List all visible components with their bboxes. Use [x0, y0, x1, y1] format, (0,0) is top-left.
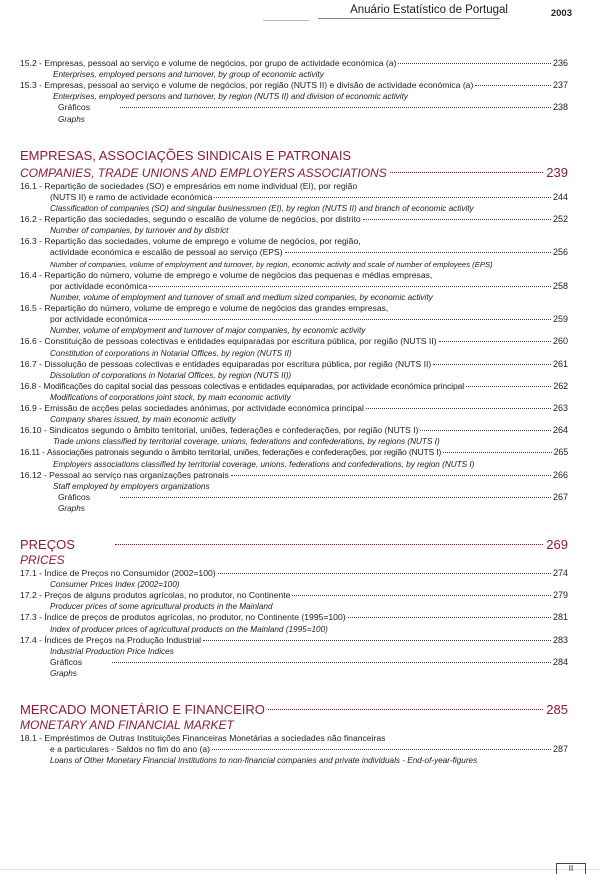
entry-title-en: Trade unions classified by territorial coverage, unions, federations and confederations, by regions (NUTS I)	[53, 437, 440, 447]
entry-number: 16.5	[20, 303, 37, 314]
entry-page: 260	[552, 336, 568, 347]
section-companies	[20, 147, 568, 514]
toc-entry[interactable]: 16.10 - Sindicatos segundo o âmbito territorial, uniões, federações e confederações, por região (NUTS I) 264 Trade unions classified by territorial coverage, unions, federations and confederations, by regions (NUTS I)	[20, 425, 568, 447]
section-title: MERCADO MONETÁRIO E FINANCEIRO	[20, 702, 265, 718]
entry-title-pt: Empresas, pessoal ao serviço e volume de negócios, por região (NUTS II) e divisão de actividade económica (a)	[44, 80, 474, 91]
entry-title-pt-cont: (NUTS II) e ramo de actividade económica	[50, 191, 213, 202]
entry-title-pt: Empréstimos de Outras Instituições Financeiras Monetárias a sociedades não financeiras	[44, 733, 386, 744]
section-page: 285	[546, 702, 568, 718]
entry-title-pt: Dissolução de pessoas colectivas e entidades equiparadas por escritura pública, por região (NUTS II)	[44, 358, 432, 369]
entry-title-en: Loans of Other Monetary Financial Institutions to non-financial companies and private individuals - End-of-year-figures	[50, 756, 478, 766]
entry-title-pt: Pessoal ao serviço nas organizações patronais	[49, 469, 229, 480]
entry-page: 259	[552, 314, 568, 325]
entry-page: 274	[552, 568, 568, 579]
entry-number: 16.11	[20, 447, 40, 458]
entry-number: 16.4	[20, 269, 37, 280]
toc-graphs-entry[interactable]	[20, 657, 568, 679]
entry-title-pt: Preços de alguns produtos agrícolas, no produtor, no Continente	[44, 590, 291, 601]
entry-page: 252	[552, 214, 568, 225]
toc-entry[interactable]: 17.3 - Índice de preços de produtos agrícolas, no produtor, no Continente (1995=100) 281 Index of producer prices of agricultural products on the Mainland (1995=100)	[20, 612, 568, 634]
header-divider	[263, 20, 309, 21]
entry-title-en: Number, volume of employment and turnover of major companies, by economic activity	[50, 326, 366, 336]
entry-title-pt: Índice de preços de produtos agrícolas, no produtor, no Continente (1995=100)	[44, 612, 346, 623]
entry-title-pt: Repartição das sociedades, volume de emprego e volume de negócios, por região,	[44, 236, 361, 247]
entry-title-pt: Sindicatos segundo o âmbito territorial, uniões, federações e confederações, por região (NUTS I)	[49, 425, 419, 436]
section-title: PREÇOS	[20, 537, 75, 553]
publication-year: 2003	[550, 8, 572, 19]
entry-title-en: Consumer Prices Index (2002=100)	[50, 580, 180, 590]
section-title-line[interactable]	[20, 701, 568, 718]
graphs-title-pt: Gráficos	[50, 656, 82, 667]
graphs-title-pt: Gráficos	[58, 102, 90, 113]
toc-entry[interactable]: 16.7 - Dissolução de pessoas colectivas e entidades equiparadas por escritura pública, por região (NUTS II) 261 Dissolution of corporations in Notarial Offices, by region (NUTS II))	[20, 358, 568, 380]
section-subtitle-line[interactable]	[20, 164, 568, 181]
entry-title-pt: Repartição do número, volume de emprego e volume de negócios das pequenas e médias empresas,	[44, 269, 433, 280]
graphs-title-en: Graphs	[50, 669, 77, 679]
section-subtitle: COMPANIES, TRADE UNIONS AND EMPLOYERS ASSOCIATIONS	[20, 165, 387, 180]
entry-number: 16.2	[20, 214, 37, 225]
entry-title-en: Dissolution of corporations in Notarial Offices, by region (NUTS II))	[50, 370, 292, 380]
toc-entry[interactable]: 16.1 - Repartição de sociedades (SO) e empresários em nome individual (EI), por região (NUTS II) e ramo de actividade económica 244 Classification of companies (SO) and singular businessmen (EI), by region (NUTS II) and branch of economic activity	[20, 180, 568, 214]
entry-page: 279	[552, 590, 568, 601]
section-title: EMPRESAS, ASSOCIAÇÕES SINDICAIS E PATRONAIS	[20, 147, 352, 163]
entry-number: 16.9	[20, 403, 37, 414]
entry-title-en: Classification of companies (SO) and singular businessmen (EI), by region (NUTS II) and branch of economic activity	[50, 204, 474, 214]
entry-number: 17.4	[20, 634, 37, 645]
entry-title-pt-cont: por actividade económica	[50, 314, 148, 325]
toc-entry[interactable]: 17.4 - Índices de Preços na Produção Industrial 283 Industrial Production Price Indices	[20, 634, 568, 656]
graphs-title-en: Graphs	[58, 114, 85, 124]
toc-entry[interactable]: 17.2 - Preços de alguns produtos agrícolas, no produtor, no Continente 279 Producer prices of some agricultural products in the Mainland	[20, 590, 568, 612]
entry-title-en: Modifications of corporations joint stock, by main economic activity	[50, 393, 291, 403]
entry-title-pt: Constituição de pessoas colectivas e entidades equiparadas por escritura pública, por região (NUTS II)	[44, 336, 437, 347]
entry-page: 258	[552, 280, 568, 291]
entry-title-en: Producer prices of some agricultural products in the Mainland	[50, 602, 273, 612]
entry-title-pt: Repartição de sociedades (SO) e empresários em nome individual (EI), por região	[44, 180, 358, 191]
entry-title-pt-cont: actividade económica e escalão de pessoal ao serviço (EPS)	[50, 247, 283, 258]
toc-entry[interactable]: 18.1 - Empréstimos de Outras Instituições Financeiras Monetárias a sociedades não financeiras e a particulares - Saldos no fim do ano (a) 287 Loans of Other Monetary Financial Institutions to non-financial companies and private individuals - End-of-year-figures	[20, 733, 568, 766]
header-underline	[318, 18, 500, 19]
toc-graphs-entry[interactable]	[20, 492, 568, 514]
entry-page: 287	[552, 744, 568, 755]
entry-page: 283	[552, 634, 568, 645]
entry-number: 16.1	[20, 180, 37, 191]
entry-page: 281	[552, 612, 568, 623]
entry-page: 237	[552, 80, 568, 91]
entry-page: 284	[552, 656, 568, 667]
entry-number: 16.8	[20, 380, 37, 391]
entry-page: 256	[552, 247, 568, 258]
entry-page: 267	[552, 491, 568, 502]
entry-title-pt-cont: por actividade económica	[50, 280, 148, 291]
toc-entry[interactable]: 16.6 - Constituição de pessoas colectivas e entidades equiparadas por escritura pública, por região (NUTS II) 260 Constitution of corporations in Notarial Offices, by region (NUTS II)	[20, 336, 568, 358]
entry-title-en: Staff employed by employers organizations	[53, 481, 210, 491]
entry-title-en: Enterprises, employed persons and turnover, by group of economic activity	[53, 70, 324, 80]
page-tab: II	[556, 863, 586, 874]
graphs-title-pt: Gráficos	[58, 491, 90, 502]
entry-page: 265	[553, 447, 568, 458]
entry-page: 266	[552, 469, 568, 480]
footer-rule	[0, 869, 600, 870]
entry-title-en: Company shares issued, by main economic activity	[50, 415, 236, 425]
entry-number: 16.6	[20, 336, 37, 347]
entry-title-pt: Índice de Preços no Consumidor (2002=100)	[44, 568, 216, 579]
section-page: 269	[546, 537, 568, 553]
entry-title-pt: Emissão de acções pelas sociedades anónimas, por actividade económica principal	[44, 403, 364, 414]
entry-title-pt: Índices de Preços na Produção Industrial	[44, 634, 202, 645]
section-subtitle: MONETARY AND FINANCIAL MARKET	[20, 718, 234, 733]
entry-title-pt: Modificações do capital social das pessoas colectivas e entidades equiparadas, por actividade económica principal	[43, 380, 464, 391]
toc-entry[interactable]: 16.5 - Repartição do número, volume de emprego e volume de negócios das grandes empresas, por actividade económica 259 Number, volume of employment and turnover of major companies, by economic activity	[20, 303, 568, 336]
entry-page: 261	[552, 358, 568, 369]
toc-entry[interactable]: 15.3 - Empresas, pessoal ao serviço e volume de negócios, por região (NUTS II) e divisão de actividade económica (a) 237 Enterprises, employed persons and turnover, by region (NUTS II) and division of economic activity	[20, 80, 568, 102]
entry-page: 238	[552, 102, 568, 113]
entry-page: 244	[552, 191, 568, 202]
entry-title-pt: Empresas, pessoal ao serviço e volume de negócios, por grupo de actividade económica (a)	[44, 58, 397, 68]
entry-title-en: Industrial Production Price Indices	[50, 646, 174, 656]
toc-entry[interactable]: 16.3 - Repartição das sociedades, volume de emprego e volume de negócios, por região, actividade económica e escalão de pessoal ao serviço (EPS) 256 Number of companies, volume of employment and turnover, by region, economic activity and scale of number of employees (EPS)	[20, 236, 568, 269]
table-of-contents	[20, 58, 568, 766]
toc-entry[interactable]: 16.12 - Pessoal ao serviço nas organizações patronais 266 Staff employed by employers organizations	[20, 469, 568, 491]
toc-entry[interactable]: 16.9 - Emissão de acções pelas sociedades anónimas, por actividade económica principal 263 Company shares issued, by main economic activity	[20, 403, 568, 425]
toc-entry[interactable]: 16.4 - Repartição do número, volume de emprego e volume de negócios das pequenas e médias empresas, por actividade económica 258 Number, volume of employment and turnover of small and medium sized companies, by economic activity	[20, 269, 568, 303]
entry-number: 17.2	[20, 590, 37, 601]
entry-title-pt: Repartição do número, volume de emprego e volume de negócios das grandes empresas,	[44, 303, 389, 314]
entry-title-en: Number of companies, volume of employment and turnover, by region, economic activity and scale of number of employees (EPS)	[50, 259, 493, 269]
publication-title: Anuário Estatístico de Portugal	[350, 4, 508, 16]
entry-number: 17.1	[20, 568, 37, 579]
entry-number: 16.12	[20, 469, 42, 480]
entry-number: 18.1	[20, 733, 37, 744]
section-prices	[20, 536, 568, 679]
entry-title-en: Constitution of corporations in Notarial Offices, by region (NUTS II)	[50, 348, 292, 358]
entry-title-en: Number of companies, by turnover and by district	[50, 226, 229, 236]
entry-page: 263	[552, 403, 568, 414]
toc-entry[interactable]: 16.8 - Modificações do capital social das pessoas colectivas e entidades equiparadas, por actividade económica principal 262 Modifications of corporations joint stock, by main economic activity	[20, 380, 568, 403]
entry-number: 15.3	[20, 80, 37, 91]
graphs-title-en: Graphs	[58, 504, 85, 514]
entry-number: 16.3	[20, 236, 37, 247]
entry-page: 262	[553, 380, 568, 391]
entry-title-en: Enterprises, employed persons and turnover, by region (NUTS II) and division of economic activity	[53, 92, 408, 102]
entry-title-pt-cont: e a particulares - Saldos no fim do ano (a)	[50, 744, 211, 755]
entry-title-pt: Repartição das sociedades, segundo o escalão de volume de negócios, por distrito	[44, 214, 361, 225]
section-page: 239	[546, 164, 568, 180]
toc-entry[interactable]: 16.2 - Repartição das sociedades, segundo o escalão de volume de negócios, por distrito 252 Number of companies, by turnover and by district	[20, 214, 568, 236]
section-subtitle: PRICES	[20, 553, 65, 568]
section-monetary-market	[20, 701, 568, 766]
toc-entry[interactable]: 16.11 - Associações patronais segundo o âmbito territorial, uniões, federações e confederações, por região (NUTS I) 265 Employers associations classified by territorial coverage, unions, federations and confederations, by region (NUTS I)	[20, 447, 568, 469]
entry-number: 17.3	[20, 612, 37, 623]
section-title-line[interactable]	[20, 536, 568, 553]
entry-title-en: Employers associations classified by territorial coverage, unions, federations and confederations, by region (NUTS I)	[53, 459, 475, 469]
entry-title-en: Number, volume of employment and turnover of small and medium sized companies, by economic activity	[50, 293, 433, 303]
page-header	[0, 0, 600, 22]
entry-page: 236	[552, 58, 568, 68]
entry-number: 15.2	[20, 58, 37, 68]
entry-page: 264	[552, 425, 568, 436]
toc-graphs-entry[interactable]	[20, 102, 568, 124]
entry-title-pt: Associações patronais segundo o âmbito territorial, uniões, federações e confederações, por região (NUTS I)	[46, 447, 442, 458]
toc-entry[interactable]: 15.2 - Empresas, pessoal ao serviço e volume de negócios, por grupo de actividade económica (a) 236 Enterprises, employed persons and turnover, by group of economic activity	[20, 58, 568, 80]
entry-number: 16.7	[20, 358, 37, 369]
entry-title-en: Index of producer prices of agricultural products on the Mainland (1995=100)	[50, 624, 328, 634]
entry-number: 16.10	[20, 425, 42, 436]
toc-entry[interactable]: 17.1 - Índice de Preços no Consumidor (2002=100) 274 Consumer Prices Index (2002=100)	[20, 568, 568, 590]
